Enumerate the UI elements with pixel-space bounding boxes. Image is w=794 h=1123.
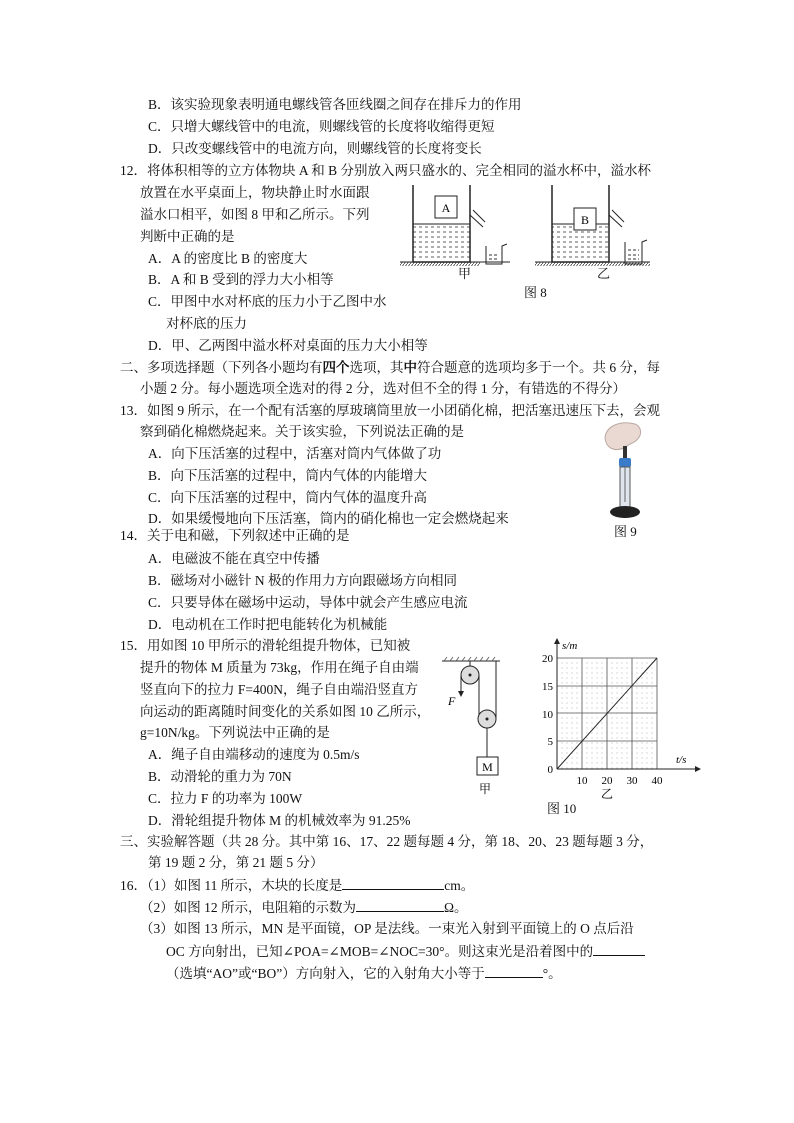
q15-option-b: B．动滑轮的重力为 70N	[148, 769, 292, 784]
q15-option-d: D．滑轮组提升物体 M 的机械效率为 91.25%	[148, 813, 411, 828]
q15-stem: 15．用如图 10 甲所示的滑轮组提升物体，已知被	[120, 638, 411, 653]
x-axis-label: t/s	[676, 754, 687, 766]
q14-option-c: C．只要导体在磁场中运动，导体中就会产生感应电流	[148, 595, 468, 610]
figure-9-piston-cylinder	[600, 418, 650, 523]
q12-option-c: C．甲图中水对杯底的压力小于乙图中水	[148, 294, 387, 309]
x-tick: 20	[601, 775, 613, 787]
q13-stem: 13．如图 9 所示，在一个配有活塞的厚玻璃筒里放一小团硝化棉，把活塞迅速压下去，会观	[120, 403, 660, 418]
q15-option-a: A．绳子自由端移动的速度为 0.5m/s	[148, 747, 360, 762]
y-tick: 0	[547, 764, 553, 776]
q16-part3: （3）如图 13 所示，MN 是平面镜，OP 是法线。一束光入射到平面镜上的 O 点后沿	[140, 921, 634, 936]
q14-option-b: B．磁场对小磁针 N 极的作用力方向跟磁场方向相同	[148, 573, 458, 588]
q12-stem: 判断中正确的是	[140, 229, 235, 244]
q15-option-c: C．拉力 F 的功率为 100W	[148, 791, 303, 806]
y-tick: 20	[542, 653, 553, 665]
answer-blank-direction[interactable]	[593, 942, 645, 956]
q16-part3-cont: OC 方向射出，已知∠POA=∠MOB=∠NOC=30°。则这束光是沿着图中的	[166, 942, 645, 961]
q12-option-c-cont: 对杯底的压力	[166, 316, 247, 331]
answer-blank-resistance[interactable]	[356, 898, 444, 912]
q14-option-a: A．电磁波不能在真空中传播	[148, 551, 320, 566]
q15-stem: 向运动的距离随时间变化的关系如图 10 乙所示，	[140, 704, 431, 719]
pulley-jia-label: 甲	[478, 782, 492, 796]
x-tick: 30	[626, 775, 638, 787]
q12-option-b: B．A 和 B 受到的浮力大小相等	[148, 272, 334, 287]
figure-10-caption: 图 10	[547, 801, 577, 816]
q13-option-c: C．向下压活塞的过程中，筒内气体的温度升高	[148, 490, 428, 505]
q16-part1: 16．（1）如图 11 所示，木块的长度是 cm。	[120, 878, 475, 893]
q14-stem: 14．关于电和磁，下列叙述中正确的是	[120, 528, 350, 543]
q16-part3-cont: （选填“AO”或“BO”）方向射入，它的入射角大小等于 °。	[166, 966, 562, 981]
section-3-heading: 三、实验解答题（共 28 分。其中第 16、17、22 题每题 4 分，第 18、20、23 题每题 3 分，	[120, 834, 654, 849]
q11-option-b: B．该实验现象表明通电螺线管各匝线圈之间存在排斥力的作用	[148, 97, 522, 112]
figure-8-yi-label: 乙	[597, 266, 611, 281]
q12-stem: 12．将体积相等的立方体物块 A 和 B 分别放入两只盛水的、完全相同的溢水杯中，溢水杯	[120, 163, 652, 178]
y-tick: 15	[542, 681, 553, 693]
y-axis-label: s/m	[562, 640, 578, 652]
y-tick: 10	[542, 709, 553, 721]
section-3-heading-cont: 第 19 题 2 分，第 21 题 5 分）	[148, 855, 324, 870]
figure-8-overflow-cups	[395, 180, 695, 270]
q11-option-d: D．只改变螺线管中的电流方向，则螺线管的长度将变长	[148, 141, 482, 156]
y-tick: 5	[547, 736, 553, 748]
q16-part2: （2）如图 12 所示，电阻箱的示数为 Ω。	[140, 900, 468, 915]
q15-stem: 提升的物体 M 质量为 73kg，作用在绳子自由端	[140, 660, 419, 675]
figure-8-caption: 图 8	[524, 285, 547, 300]
section-2-heading: 二、多项选择题（下列各小题均有四个选项，其中符合题意的选项均多于一个。共 6 分，每	[120, 360, 660, 375]
answer-blank-length[interactable]	[342, 876, 444, 890]
q13-option-a: A．向下压活塞的过程中，活塞对筒内气体做了功	[148, 446, 442, 461]
block-a-label: A	[441, 201, 451, 215]
q15-stem: 竖直向下的拉力 F=400N，绳子自由端沿竖直方	[140, 682, 418, 697]
q13-option-d: D．如果缓慢地向下压活塞，筒内的硝化棉也一定会燃烧起来	[148, 511, 509, 526]
q12-option-d: D．甲、乙两图中溢水杯对桌面的压力大小相等	[148, 338, 428, 353]
q12-option-a: A．A 的密度比 B 的密度大	[148, 251, 308, 266]
x-tick: 10	[576, 775, 588, 787]
figure-8-jia-label: 甲	[458, 266, 472, 281]
q11-option-c: C．只增大螺线管中的电流，则螺线管的长度将收缩得更短	[148, 119, 495, 134]
section-2-heading-cont: 小题 2 分。每小题选项全选对的得 2 分，选对但不全的得 1 分，有错选的不得分）	[140, 381, 626, 396]
graph-yi-label: 乙	[600, 787, 614, 801]
q12-stem: 放置在水平桌面上，物块静止时水面跟	[140, 185, 370, 200]
figure-10-pulley-system	[440, 655, 510, 800]
q12-stem: 溢水口相平，如图 8 甲和乙所示。下列	[140, 207, 370, 222]
answer-blank-angle[interactable]	[485, 964, 543, 978]
q14-option-d: D．电动机在工作时把电能转化为机械能	[148, 617, 388, 632]
force-f-label: F	[448, 694, 456, 708]
figure-9-caption: 图 9	[614, 524, 637, 539]
q13-stem: 察到硝化棉燃烧起来。关于该实验，下列说法正确的是	[140, 424, 464, 439]
q15-stem: g=10N/kg。下列说法中正确的是	[140, 725, 330, 740]
mass-m-label: M	[482, 760, 493, 774]
q13-option-b: B．向下压活塞的过程中，筒内气体的内能增大	[148, 468, 428, 483]
x-tick: 40	[651, 775, 663, 787]
block-b-label: B	[580, 213, 590, 227]
